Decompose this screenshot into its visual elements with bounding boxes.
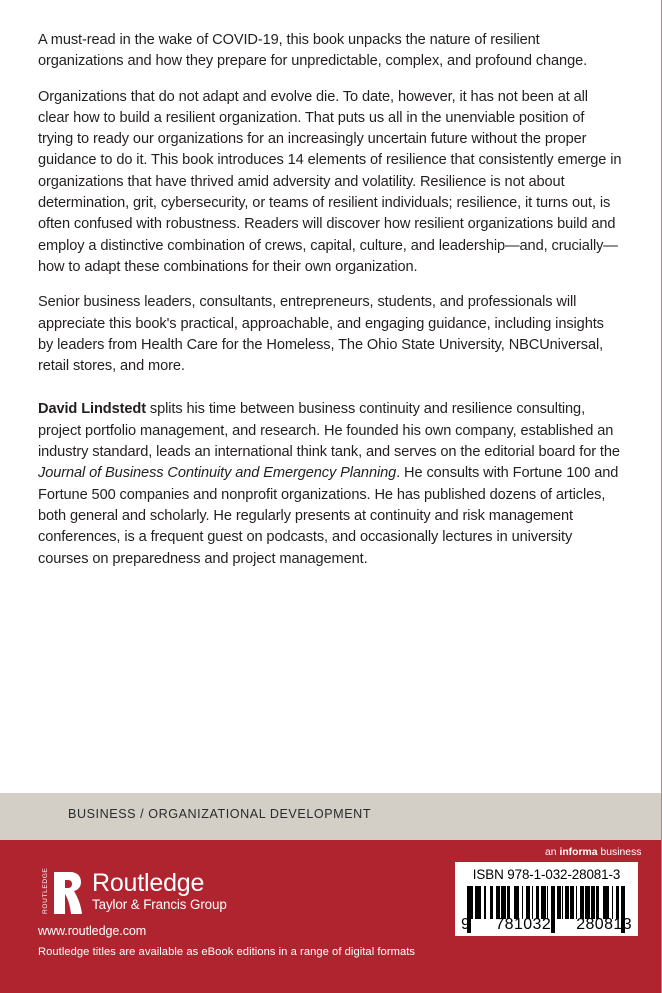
author-bio <box>38 399 622 569</box>
category-band <box>0 793 662 840</box>
isbn-barcode <box>467 886 626 919</box>
ebook-availability-note: Routledge titles are available as eBook editions in a range of digital formats <box>38 946 416 958</box>
routledge-logo[interactable] <box>38 868 227 918</box>
informa-brand: informa <box>559 847 598 858</box>
svg-text:ROUTLEDGE: ROUTLEDGE <box>42 868 49 914</box>
back-cover-blurb <box>38 30 622 570</box>
publisher-group: Taylor & Francis Group <box>92 897 227 912</box>
journal-title: Journal of Business Continuity and Emergency Planning <box>38 465 397 482</box>
blurb-paragraph-1: A must-read in the wake of COVID-19, this book unpacks the nature of resilient organizations and how they prepare for unpredictable, complex, and profound change. <box>38 32 588 70</box>
author-name: David Lindstedt <box>38 401 146 418</box>
routledge-r-icon <box>38 868 84 918</box>
isbn-barcode-box <box>455 862 638 936</box>
author-bio-text-before: splits his time between business continuity and resilience consulting, project portfolio management, and research. He founded his own company, established an industry standard, leads an international think tank, and serves on the editorial board for the <box>38 401 620 461</box>
informa-prefix: an <box>545 847 560 858</box>
author-bio-text-after: . He consults with Fortune 100 and Fortune 500 companies and nonprofit organizations. He has published dozens of articles, both general and scholarly. He regularly presents at continuity and risk management conferences, is a frequent guest on podcasts, and occasionally lectures in university courses on preparedness and project management. <box>38 465 619 567</box>
informa-suffix: business <box>597 847 642 858</box>
publisher-footer <box>0 840 662 993</box>
barcode-digit-lead: 9 <box>461 916 471 933</box>
publisher-name: Routledge <box>92 869 205 897</box>
blurb-paragraph-3: Senior business leaders, consultants, entrepreneurs, students, and professionals will appreciate this book's practical, approachable, and engaging guidance, including insights by leaders from Health Care for the Homeless, The Ohio State University, NBCUniversal, retail stores, and more. <box>38 294 604 375</box>
barcode-digit-right: 280813 <box>576 916 632 933</box>
publisher-website[interactable]: www.routledge.com <box>38 924 147 938</box>
informa-tagline <box>545 847 641 858</box>
isbn-label: ISBN 978-1-032-28081-3 <box>472 867 621 882</box>
blurb-paragraph-2: Organizations that do not adapt and evolve die. To date, however, it has not been at all clear how to build a resilient organization. That puts us all in the unenviable position of trying to ready our organizations for an increasingly uncertain future without the proper guidance to do it. This book introduces 14 elements of resilience that consistently emerge in organizations that have thrived amid adversity and volatility. Resilience is not about determination, grit, cybersecurity, or teams of resilient individuals; resilience, it turns out, is often confused with robustness. Readers will discover how resilient organizations build and employ a distinctive combination of crews, capital, culture, and leadership—and, crucially—how to adapt these combinations for their own organization. <box>38 88 622 275</box>
routledge-logo-words <box>92 868 227 913</box>
barcode-digits <box>461 916 632 934</box>
category-label: BUSINESS / ORGANIZATIONAL DEVELOPMENT <box>68 807 372 821</box>
barcode-digit-left: 781032 <box>495 916 552 933</box>
